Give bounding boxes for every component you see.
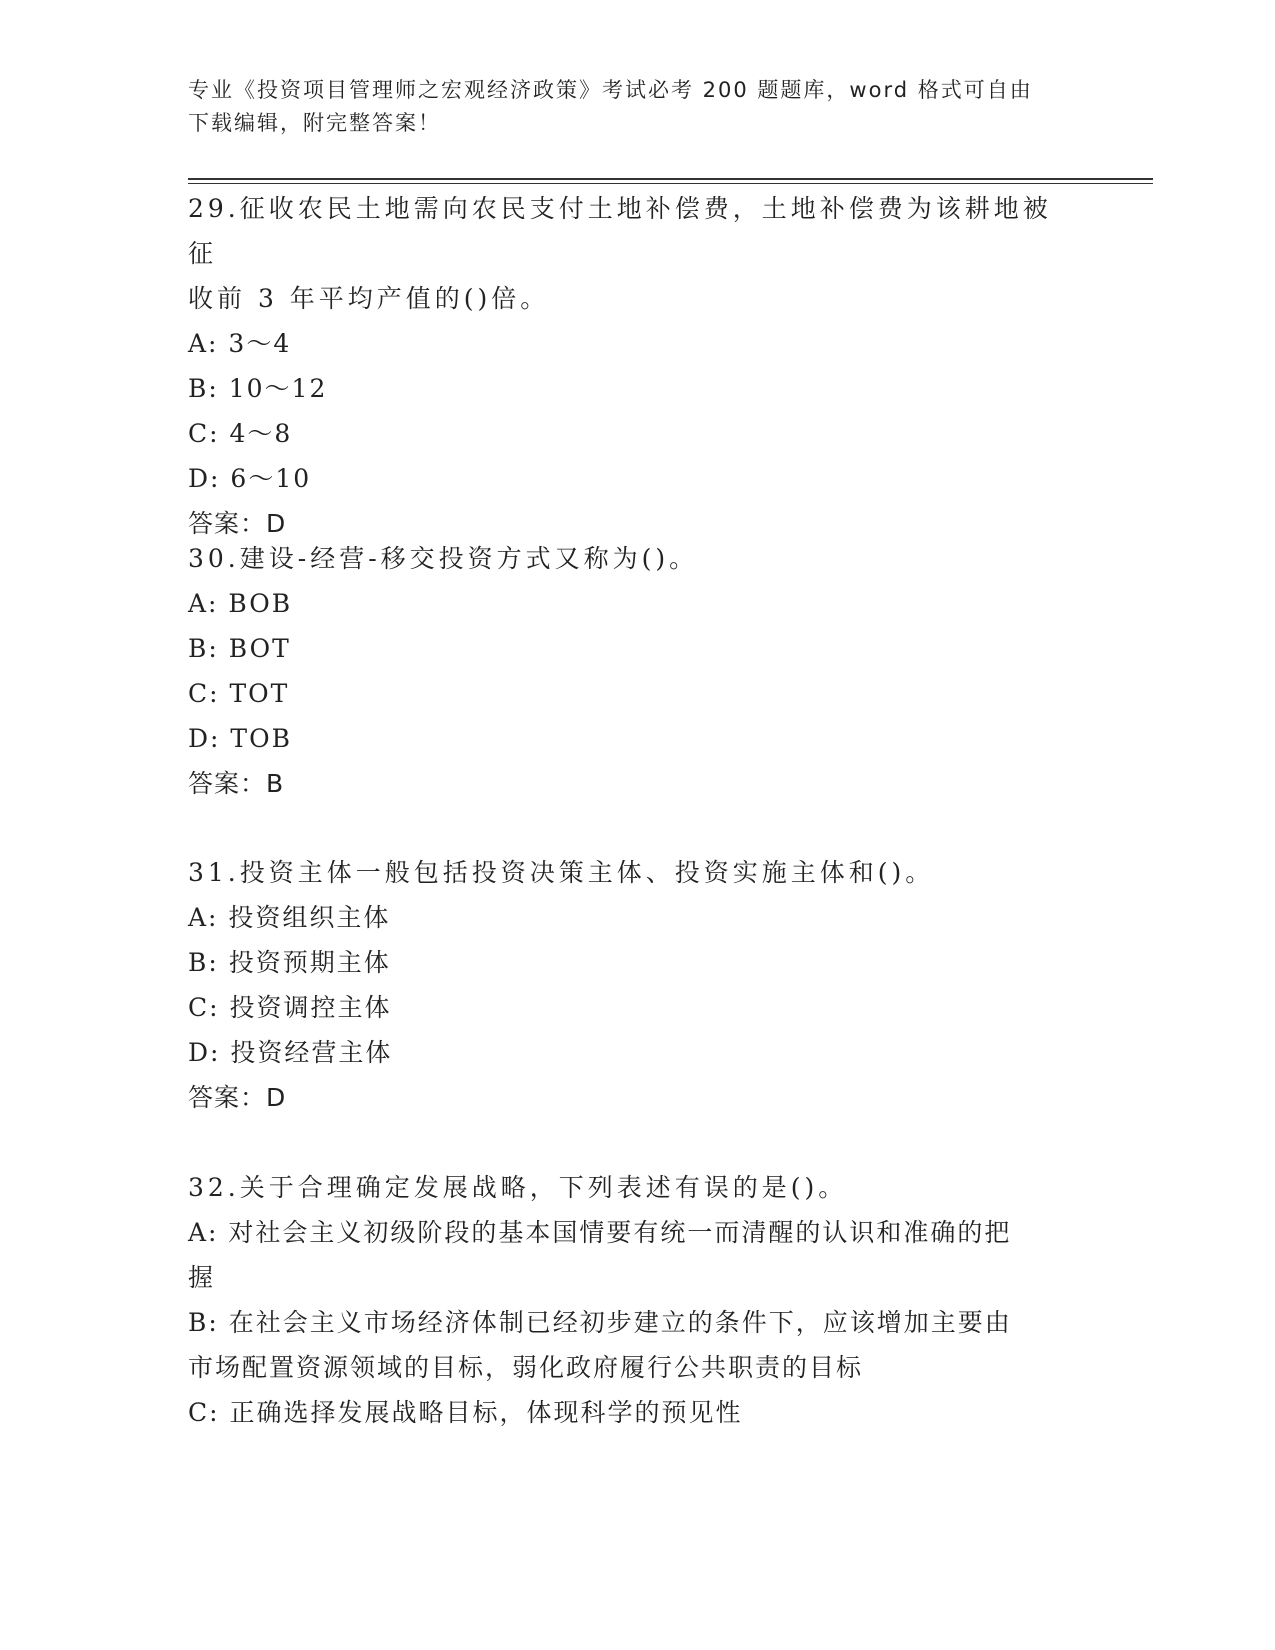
option-a-continued: 握	[188, 1263, 216, 1292]
option-d: D: TOB	[188, 724, 292, 753]
option-a: A: BOB	[188, 589, 293, 618]
question-30	[188, 536, 1068, 806]
option-b: B: 投资预期主体	[188, 948, 391, 977]
option-b: B: 在社会主义市场经济体制已经初步建立的条件下，应该增加主要由	[188, 1308, 1012, 1337]
question-32	[188, 1165, 1068, 1435]
question-stem: 32.关于合理确定发展战略，下列表述有误的是()。	[188, 1173, 848, 1202]
option-c: C: 投资调控主体	[188, 993, 392, 1022]
question-stem: 30.建设-经营-移交投资方式又称为()。	[188, 544, 699, 573]
option-b-continued: 市场配置资源领域的目标，弱化政府履行公共职责的目标	[188, 1353, 864, 1382]
option-c: C: 4～8	[188, 419, 293, 448]
answer: 答案：D	[188, 1083, 287, 1112]
option-b: B: 10～12	[188, 374, 328, 403]
option-c: C: 正确选择发展战略目标，体现科学的预见性	[188, 1398, 743, 1427]
question-stem: 31.投资主体一般包括投资决策主体、投资实施主体和()。	[188, 858, 935, 887]
header-line-1: 专业《投资项目管理师之宏观经济政策》考试必考 200 题题库，word 格式可自由	[188, 78, 1033, 102]
document-header	[188, 74, 1068, 140]
question-29	[188, 186, 1068, 546]
option-a: A: 投资组织主体	[188, 903, 391, 932]
answer: 答案：B	[188, 769, 285, 798]
option-d: D: 6～10	[188, 464, 312, 493]
option-d: D: 投资经营主体	[188, 1038, 393, 1067]
question-stem: 29.征收农民土地需向农民支付土地补偿费，土地补偿费为该耕地被征	[188, 194, 1052, 268]
question-stem: 收前 3 年平均产值的()倍。	[188, 284, 550, 313]
option-a: A: 对社会主义初级阶段的基本国情要有统一而清醒的认识和准确的把	[188, 1218, 1012, 1247]
header-line-2: 下载编辑，附完整答案！	[188, 111, 441, 135]
header-rule-thick	[188, 178, 1153, 180]
option-a: A: 3～4	[188, 329, 292, 358]
option-b: B: BOT	[188, 634, 291, 663]
answer: 答案：D	[188, 509, 287, 538]
question-31	[188, 850, 1068, 1120]
header-rule-thin	[188, 183, 1153, 184]
option-c: C: TOT	[188, 679, 290, 708]
